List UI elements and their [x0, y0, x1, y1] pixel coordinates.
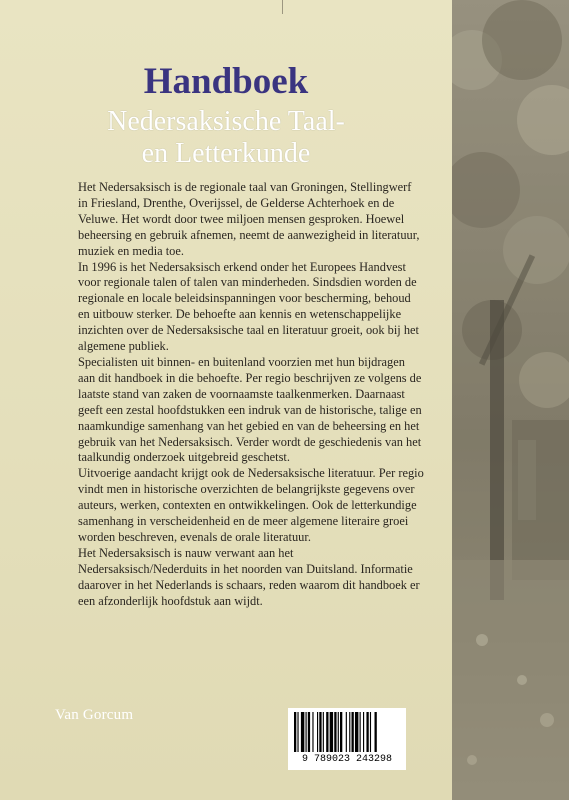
barcode-bar: [355, 712, 358, 752]
barcode-bar: [319, 712, 321, 752]
barcode-bar: [306, 712, 307, 752]
barcode-bar: [326, 712, 328, 752]
barcode-bar: [297, 712, 298, 752]
barcode-bar: [317, 712, 318, 752]
book-title: Handboek: [143, 61, 309, 102]
barcode-bar: [366, 712, 368, 752]
barcode-bar: [346, 712, 347, 752]
blurb-paragraph: Het Nedersaksisch is de regionale taal van Groningen, Stellingwerf in Friesland, Drenthe, Overijssel, de Gelderse Achterhoek en de Veluwe. Het wordt door twee miljoen mensen gesproken. Hoewel beheersing en gebruik afnemen, neemt de aanwezigheid in literatuur, muziek en media toe.: [78, 180, 420, 258]
book-subtitle-line-2: en Letterkunde: [141, 138, 311, 169]
barcode-bar: [338, 712, 339, 752]
blurb-paragraph: Specialisten uit binnen- en buitenland voorzien met hun bijdragen aan dit handboek in die behoefte. Per regio beschrijven ze volgens de laatste stand van zaken de voornaamste taalkenmerken. Daarnaast geeft een zestal hoofdstukken een indruk van de historische, talige en naamkundige samenhang van het gebied en van de beheersing en het gebruik van het Nedersaksisch. Verder wordt de geschiedenis van het taalkundig onderzoek uitgebreid geschetst.: [78, 354, 422, 465]
barcode-bar: [349, 712, 350, 752]
barcode-bars: [294, 712, 400, 752]
barcode-bar: [375, 712, 377, 752]
book-subtitle-line-1: Nedersaksische Taal-: [107, 106, 345, 137]
barcode-bar: [352, 712, 354, 752]
barcode-bar: [312, 712, 313, 752]
barcode-bar: [323, 712, 324, 752]
barcode-bar: [370, 712, 371, 752]
barcode-bar: [360, 712, 361, 752]
cover-photo-strip: [452, 0, 569, 800]
blurb-paragraph: Het Nedersaksisch is nauw verwant aan het Nedersaksisch/Nederduits in het noorden van Duitsland. Informatie daarover in het Nederlands is schaars, reden waarom dit handboek er een afzonderlijk hoofdstuk aan wijdt.: [78, 545, 420, 608]
publisher-logo: Van Gorcum: [55, 707, 134, 723]
barcode-bar: [308, 712, 310, 752]
barcode-bar: [301, 712, 304, 752]
barcode-bar: [334, 712, 336, 752]
barcode-bar: [340, 712, 342, 752]
isbn-number: 9 789023 243298: [301, 754, 392, 765]
isbn-barcode: [288, 708, 406, 770]
blurb-paragraph: Uitvoerige aandacht krijgt ook de Nedersaksische literatuur. Per regio vindt men in historische overzichten de belangrijkste gegevens over auteurs, werken, contexten en ontwikkelingen. Ook de letterkundige samenhang in verscheidenheid en de meer algemene literaire groei worden beschreven, evenals de orale literatuur.: [78, 466, 424, 544]
barcode-bar: [330, 712, 333, 752]
barcode-bar: [294, 712, 296, 752]
barcode-bar: [363, 712, 364, 752]
top-trim-mark: [282, 0, 283, 14]
blurb-paragraph: In 1996 is het Nedersaksisch erkend onder het Europees Handvest voor regionale talen of talen van minderheden. Sindsdien worden de regionale en locale beleidsinspanningen voor bescherming, behoud en uitbouw sterker. De behoefte aan kennis en wetenschappelijke inzichten over de Nedersaksische taal en literatuur groeit, ook bij het algemene publiek.: [78, 259, 419, 354]
tree-photo-illustration: [452, 0, 569, 800]
blurb: [78, 180, 424, 609]
